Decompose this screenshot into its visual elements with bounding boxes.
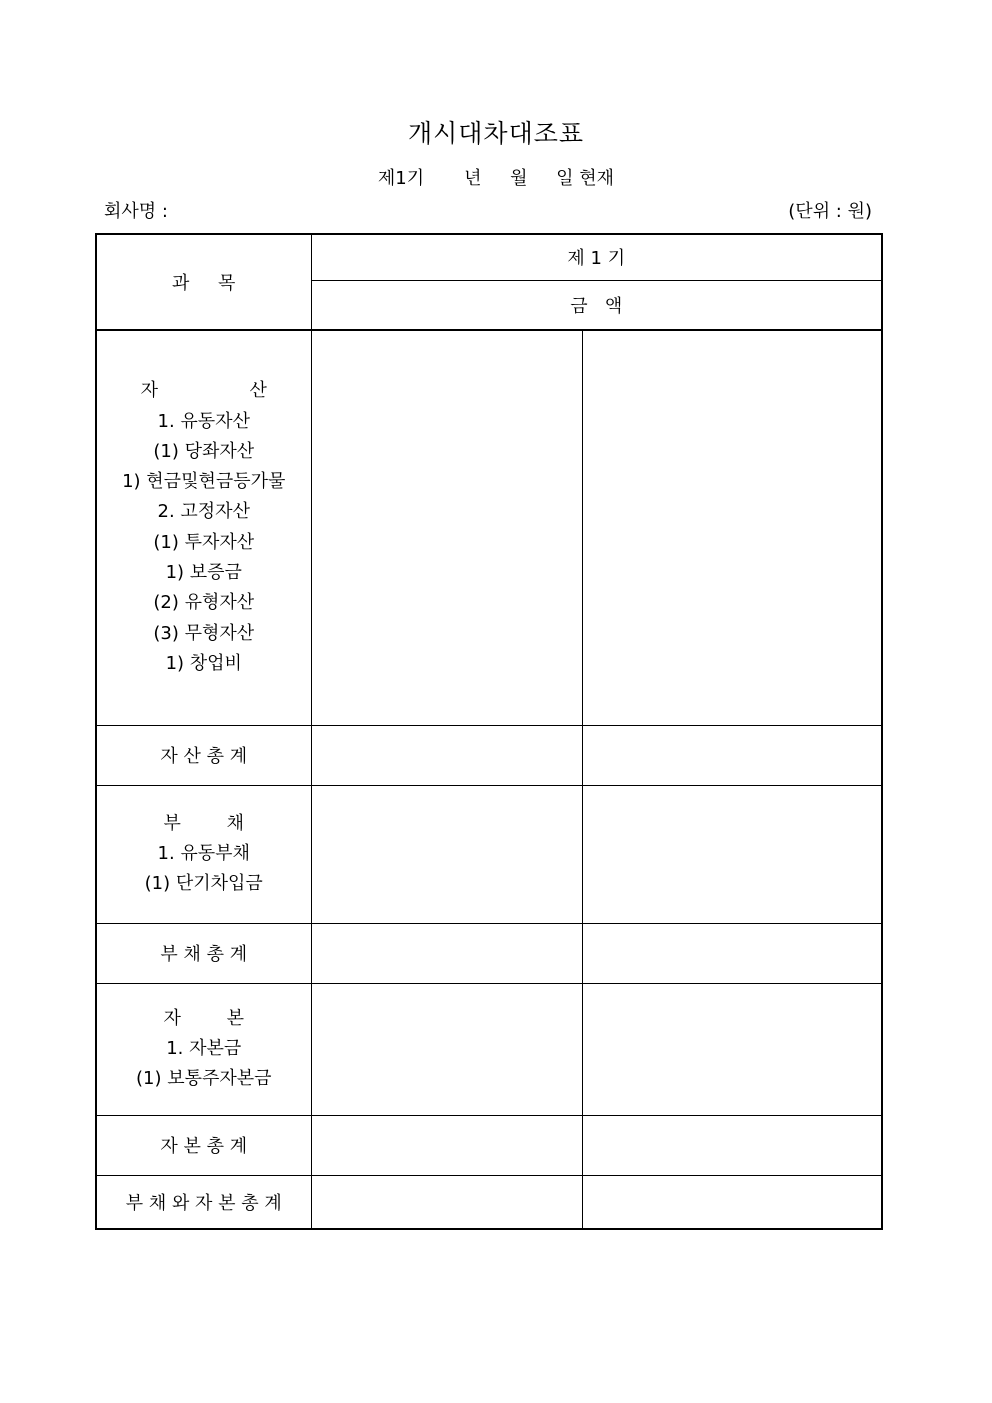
assets-line: (1) 당좌자산	[153, 440, 255, 462]
unit-label: (단위 : 원)	[788, 201, 872, 222]
assets-line: 1) 보증금	[165, 562, 242, 584]
amount-cell[interactable]	[582, 725, 882, 785]
amount-cell[interactable]	[582, 785, 882, 923]
assets-line: 1) 현금및현금등가물	[122, 471, 286, 493]
capital-section	[96, 983, 311, 1115]
amount-header: 금 액	[311, 280, 882, 330]
assets-line: 1. 유동자산	[157, 410, 250, 432]
assets-heading: 자 산	[140, 380, 267, 402]
assets-total-label: 자 산 총 계	[96, 725, 311, 785]
amount-cell[interactable]	[582, 923, 882, 983]
liabilities-section	[96, 785, 311, 923]
document-title: 개시대차대조표	[407, 119, 585, 148]
grand-total-label: 부 채 와 자 본 총 계	[96, 1175, 311, 1229]
liabilities-total-label: 부 채 총 계	[96, 923, 311, 983]
capital-line: (1) 보통주자본금	[135, 1068, 272, 1090]
amount-cell[interactable]	[311, 330, 582, 725]
amount-cell[interactable]	[582, 1175, 882, 1229]
amount-cell[interactable]	[311, 725, 582, 785]
amount-cell[interactable]	[311, 1175, 582, 1229]
assets-line: (2) 유형자산	[153, 592, 255, 614]
amount-cell[interactable]	[582, 330, 882, 725]
amount-cell[interactable]	[582, 1115, 882, 1175]
company-name-label: 회사명 :	[104, 201, 168, 222]
balance-sheet-table	[95, 233, 883, 1230]
amount-cell[interactable]	[582, 983, 882, 1115]
amount-cell[interactable]	[311, 785, 582, 923]
assets-line: (1) 투자자산	[153, 531, 255, 553]
assets-line: (3) 무형자산	[153, 622, 255, 644]
liabilities-line: (1) 단기차입금	[144, 873, 263, 895]
liabilities-heading: 부 채	[163, 812, 245, 834]
assets-line: 2. 고정자산	[157, 501, 250, 523]
subject-header: 과 목	[96, 234, 311, 330]
capital-line: 1. 자본금	[166, 1037, 242, 1059]
assets-section	[96, 330, 311, 725]
amount-cell[interactable]	[311, 1115, 582, 1175]
period-header: 제 1 기	[311, 234, 882, 280]
amount-cell[interactable]	[311, 923, 582, 983]
capital-heading: 자 본	[163, 1007, 245, 1029]
assets-line: 1) 창업비	[165, 652, 242, 674]
period-subtitle: 제1기 년 월 일 현재	[377, 168, 615, 189]
amount-cell[interactable]	[311, 983, 582, 1115]
capital-total-label: 자 본 총 계	[96, 1115, 311, 1175]
liabilities-line: 1. 유동부채	[157, 842, 250, 864]
